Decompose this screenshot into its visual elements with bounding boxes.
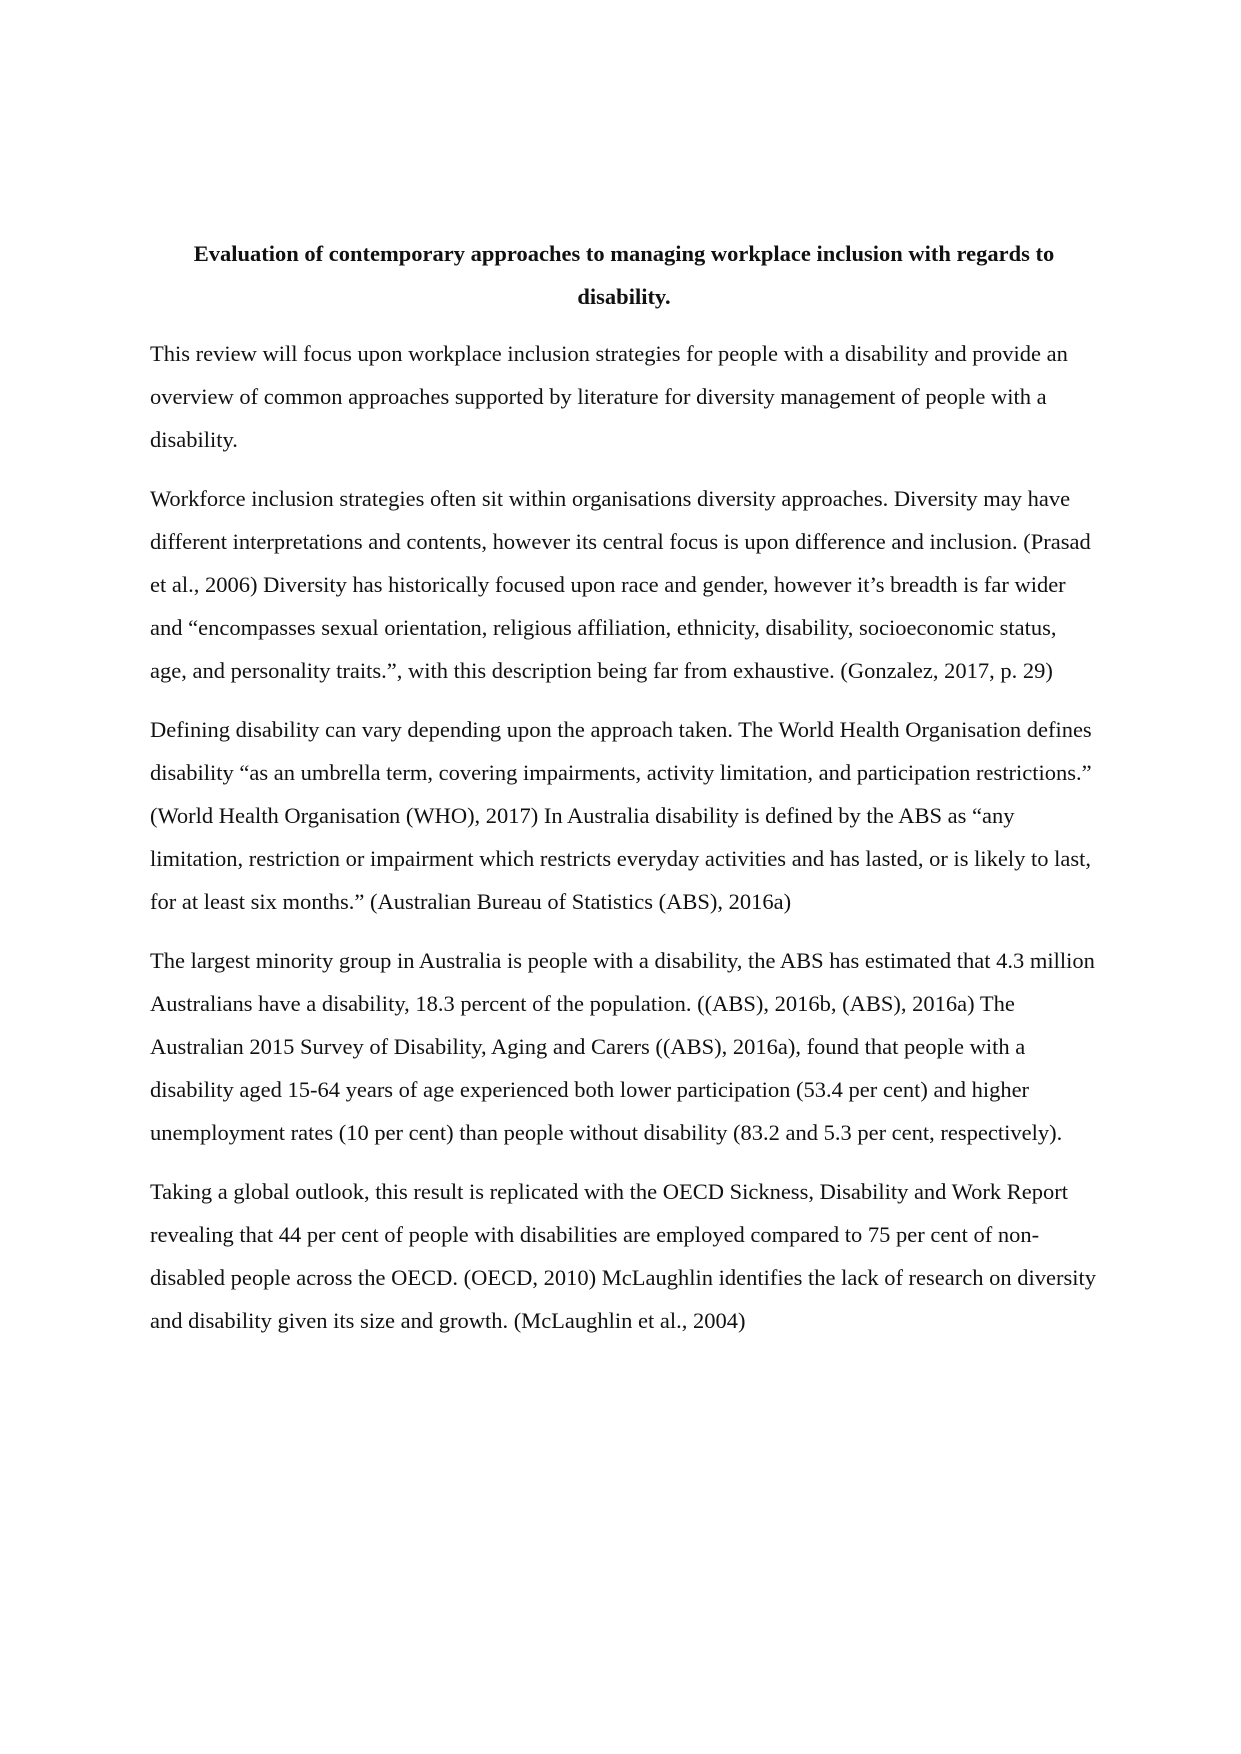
paragraph-diversity: Workforce inclusion strategies often sit within organisations diversity approaches. Diversity may have different interpretations and contents, however its central focus is upon difference and inclusion. (Prasad et al., 2006) Diversity has historically focused upon race and gender, however it’s breadth is far wider and “encompasses sexual orientation, religious affiliation, ethnicity, disability, socioeconomic status, age, and personality traits.”, with this description being far from exhaustive. (Gonzalez, 2017, p. 29) — [150, 486, 1091, 683]
document-body — [150, 232, 1098, 1358]
document-title: Evaluation of contemporary approaches to managing workplace inclusion with regards to disability. — [193, 241, 1055, 309]
paragraph-australian-statistics: The largest minority group in Australia is people with a disability, the ABS has estimated that 4.3 million Australians have a disability, 18.3 percent of the population. ((ABS), 2016b, (ABS), 2016a) The Australian 2015 Survey of Disability, Aging and Carers ((ABS), 2016a), found that people with a disability aged 15-64 years of age experienced both lower participation (53.4 per cent) and higher unemployment rates (10 per cent) than people without disability (83.2 and 5.3 per cent, respectively). — [150, 948, 1095, 1145]
paragraph-global-outlook: Taking a global outlook, this result is replicated with the OECD Sickness, Disability and Work Report revealing that 44 per cent of people with disabilities are employed compared to 75 per cent of non-disabled people across the OECD. (OECD, 2010) McLaughlin identifies the lack of research on diversity and disability given its size and growth. (McLaughlin et al., 2004) — [150, 1179, 1096, 1333]
paragraph-introduction: This review will focus upon workplace inclusion strategies for people with a disability and provide an overview of common approaches supported by literature for diversity management of people with a disability. — [150, 341, 1068, 452]
paragraph-defining-disability: Defining disability can vary depending upon the approach taken. The World Health Organisation defines disability “as an umbrella term, covering impairments, activity limitation, and participation restrictions.” (World Health Organisation (WHO), 2017) In Australia disability is defined by the ABS as “any limitation, restriction or impairment which restricts everyday activities and has lasted, or is likely to last, for at least six months.” (Australian Bureau of Statistics (ABS), 2016a) — [150, 717, 1092, 914]
